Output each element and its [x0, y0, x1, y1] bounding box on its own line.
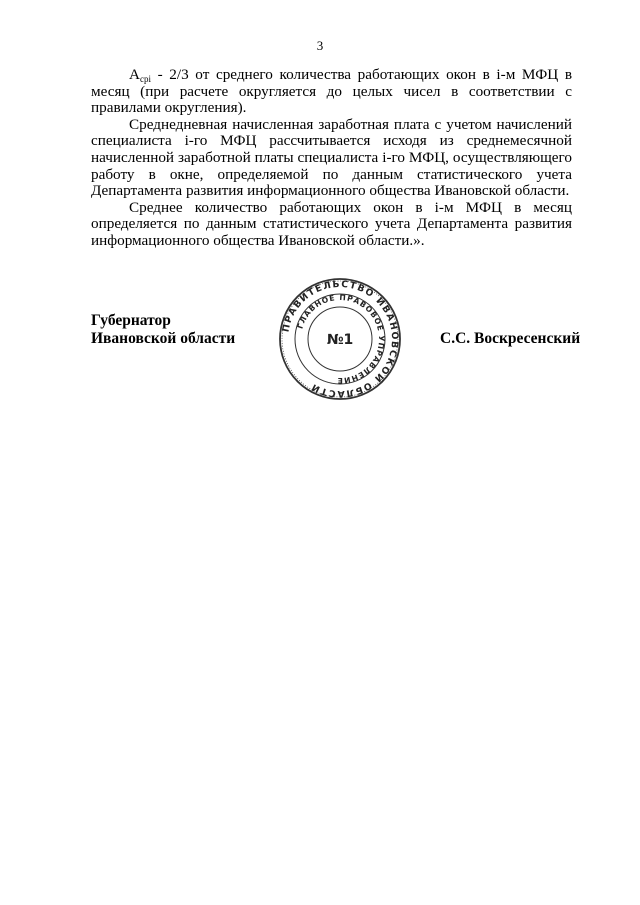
signatory-title — [91, 312, 235, 348]
formula-variable: A — [129, 66, 140, 83]
signatory-name: С.С. Воскресенский — [440, 330, 581, 347]
seal-number: №1 — [326, 332, 354, 348]
signatory-title-line-2: Ивановской области — [91, 330, 236, 347]
signatory-title-line-1: Губернатор — [91, 312, 171, 329]
official-seal — [278, 277, 402, 401]
body-text — [91, 67, 572, 250]
paragraph-3: Среднее количество работающих окон в i-м МФЦ в месяц определяется по данным статистического учета Департамента развития информационного общества Ивановской области.». — [91, 198, 572, 249]
formula-subscript: срi — [139, 74, 151, 84]
seal-outer-text: ПРАВИТЕЛЬСТВО ИВАНОВСКОЙ ОБЛАСТИ — [280, 278, 401, 400]
paragraph-1-text: - 2/3 от среднего количества работающих окон в i-м МФЦ в месяц (при расчете округляется до целых чисел в соответствии с правилами округления). — [91, 66, 572, 117]
paragraph-2: Среднедневная начисленная заработная плата с учетом начислений специалиста i-го МФЦ рассчитывается исходя из среднемесячной начисленной заработной платы специалиста i-го МФЦ, осуществляющего работу в окне, определяемой по данным статистического учета Департамента развития информационного общества Ивановской области. — [91, 115, 572, 200]
seal-inner-text: ГЛАВНОЕ ПРАВОВОЕ УПРАВЛЕНИЕ — [295, 292, 387, 386]
paragraph-1 — [91, 67, 572, 117]
page-number: 3 — [316, 38, 324, 53]
